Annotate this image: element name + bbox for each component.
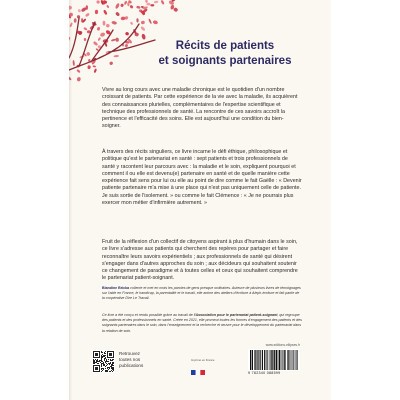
blurb-paragraph-1: Vivre au long cours avec une maladie chronique est le quotidien d'un nombre croissant de patients. Par cette expérience de la vie avec la maladie, ils acquièrent des connaissances plurielles, complémentaires de l'expertise scientifique et technique des professionnels de santé. La rencontre de ces savoirs accroît la pertinence et l'efficacité des soins. Elle est aujourd'hui une condition du bien-soigner. [102,87,298,130]
qr-module [109,364,110,365]
qr-module [107,364,108,365]
isbn-number: 9 782340 088599 [248,371,281,375]
tree-leaf [129,5,133,9]
qr-module [112,364,113,365]
qr-module [112,368,113,369]
qr-module [105,368,106,369]
barcode-bar [297,350,298,370]
qr-module [111,360,112,361]
qr-module [111,365,112,366]
tree-leaf [69,6,72,10]
qr-module [95,367,98,370]
qr-module [110,362,111,363]
tree-leaf [92,65,96,68]
tree-leaf [140,26,146,32]
qr-module [101,357,102,358]
tree-leaf [130,22,134,26]
barcode [248,349,300,371]
barcode-bar [285,350,286,370]
barcode-bar [276,350,277,370]
qr-module [97,363,98,364]
qr-module [112,360,113,361]
barcode-bar [252,350,253,370]
back-cover [69,0,331,400]
qr-module [94,362,95,363]
qr-module [106,371,107,372]
tree-leaf [100,32,106,37]
qr-module [108,361,109,362]
tree-leaf [145,0,147,3]
qr-module [94,361,95,362]
qr-caption-line-2: toutes nos [119,357,141,362]
tree-leaf [146,3,150,6]
qr-module [108,367,109,368]
qr-module [104,360,105,361]
book-title [145,39,305,69]
qr-module [102,357,103,358]
tree-leaf [125,31,130,36]
barcode-bar [288,350,289,370]
qr-module [109,363,110,364]
qr-module [97,360,98,361]
qr-module [97,359,98,360]
qr-module [107,371,108,372]
qr-module [104,355,105,356]
barcode-bar [282,350,283,370]
publisher-website[interactable]: www.editions-ellipses.fr [265,343,300,347]
qr-module [108,363,109,364]
association-note [102,313,302,334]
qr-module [105,355,106,356]
tree-leaf [95,10,98,15]
tree-leaf [120,3,124,7]
barcode-bar [262,350,263,370]
qr-module [110,363,111,364]
tree-leaf [160,0,164,5]
tree-leaf [94,68,98,73]
qr-module [100,360,101,361]
barcode-bar [271,350,272,370]
barcode-bar [281,350,282,370]
qr-module [93,363,94,364]
tree-leaf [106,5,109,9]
qr-module [104,356,105,357]
qr-module [113,370,114,371]
tree-leaf [69,37,71,42]
qr-module [101,369,102,370]
tree-leaf [76,77,81,82]
tree-leaf [154,0,159,3]
qr-module [108,369,109,370]
barcode-bar [257,350,258,370]
qr-module [101,368,102,369]
qr-module [95,362,96,363]
qr-module [106,359,107,360]
qr-module [101,356,102,357]
qr-module [105,357,106,358]
barcode-bar [274,350,275,370]
qr-module [107,368,108,369]
qr-module [105,353,106,354]
tree-leaf [136,18,138,22]
qr-module [107,370,108,371]
qr-module [103,369,104,370]
tree-leaf [69,76,72,81]
qr-module [102,370,103,371]
qr-module [95,353,98,356]
qr-module [110,360,111,361]
qr-module [101,360,102,361]
tree-leaf [83,27,87,31]
qr-module [111,368,112,369]
tree-leaf [152,20,158,25]
tree-leaf [97,27,101,31]
qr-module [103,368,104,369]
barcode-bar [267,350,268,370]
qr-module [109,371,110,372]
qr-module [112,365,113,366]
barcode-bar [284,350,285,370]
qr-module [105,362,106,363]
qr-module [107,367,108,368]
tree-leaf [106,23,111,27]
tree-leaf [111,38,116,41]
qr-module [110,359,111,360]
tree-leaf [141,20,145,24]
qr-module [111,366,112,367]
qr-module [101,371,102,372]
qr-module [112,367,113,368]
qr-module [104,352,105,353]
qr-module [102,363,103,364]
tree-leaf [93,41,99,46]
association-name: l'Association pour le partenariat patient-soignant [193,313,278,317]
qr-module [104,364,105,365]
qr-module [99,361,100,362]
association-note-start: Ce livre a été conçu et rendu possible grâce au travail de [102,313,194,317]
barcode-bar [269,350,270,370]
tree-leaf [96,0,100,4]
qr-module [111,364,112,365]
qr-module [112,359,113,360]
qr-module [112,362,113,363]
qr-code[interactable] [92,350,115,373]
qr-module [98,361,99,362]
title-line-1: Récits de patients [175,40,275,52]
qr-module [106,363,107,364]
qr-caption-line-3: publications [119,363,144,368]
tree-leaf [124,1,128,6]
qr-module [101,355,102,356]
qr-module [101,365,102,366]
tree-leaf [84,38,87,41]
qr-module [103,364,104,365]
qr-caption-line-1: Retrouvez [119,351,140,356]
qr-module [110,366,111,367]
qr-module [109,368,110,369]
barcode-block [248,343,300,375]
qr-module [103,365,104,366]
tree-leaf [69,22,73,27]
qr-module [95,359,96,360]
qr-module [111,370,112,371]
tree-leaf [103,21,106,26]
blurb-paragraph-2: À travers des récits singuliers, ce livre incarne le défi éthique, philosophique et politique qu'est le partenariat en santé : sept patients et trois professionnels de santé y racontent leur parcours avec : la maladie et le soin, expliquent pourquoi et comment il ou elle est devenu(e) partenaire en santé et de quelle manière cette expérience fait sens pour lui ou elle au point de dire comme le fait Gaëlle : « Devenir patiente partenaire m'a mise à une place qui n'est pas uniquement celle de patiente. Je suis sortie de l'isolement. » ou comme le fait Clémence : « Je ne pourrais plus exercer mon métier d'infirmière autrement. » [102,149,302,206]
qr-module [103,355,104,356]
qr-module [102,356,103,357]
tree-leaf [136,5,141,9]
qr-module [101,366,102,367]
tree-leaf [124,43,128,47]
qr-module [101,364,102,365]
qr-module [107,361,108,362]
qr-module [109,367,110,368]
tree-leaf [87,65,91,69]
qr-module [113,365,114,366]
qr-module [112,371,113,372]
qr-module [102,368,103,369]
tree-leaf [77,9,81,13]
barcode-bar [278,350,279,370]
qr-module [93,362,94,363]
qr-module [98,363,99,364]
tree-leaf [115,11,120,16]
qr-module [113,359,114,360]
qr-module [100,362,101,363]
printed-label: Imprimé en France [191,358,215,362]
french-flag-icon [191,370,205,375]
qr-module [102,352,103,353]
qr-module [94,360,95,361]
author-bio [102,286,302,302]
tree-leaf [150,4,154,6]
qr-module [113,367,114,368]
tree-leaf [76,69,80,73]
qr-module [103,363,104,364]
tree-leaf [74,18,77,23]
barcode-bar [264,350,265,370]
qr-module [96,360,97,361]
tree-leaf [72,60,75,66]
qr-module [113,369,114,370]
barcode-bar [266,350,267,370]
qr-module [96,361,97,362]
qr-module [105,351,106,352]
qr-module [101,363,102,364]
barcode-bar [260,350,261,370]
qr-module [106,360,107,361]
tree-leaf [115,3,120,10]
qr-module [101,351,102,352]
qr-module [106,365,107,366]
qr-module [103,356,104,357]
qr-module [97,361,98,362]
tree-leaf [115,37,119,42]
qr-module [99,360,100,361]
barcode-bar [295,350,296,370]
barcode-bar [272,350,273,370]
qr-module [113,368,114,369]
qr-module [110,371,111,372]
qr-module [102,354,103,355]
qr-module [105,371,106,372]
author-bio-text: collecte et met en mots les paroles de gens presque ordinaires. Auteure de plusieurs livres de témoignages sur l'aide en France, le handicap, la parentalité et le travail, elle anime des ateliers d'écriture à Aleph-écriture et fait partie de la coopérative Dire Le Travail. [102,286,301,301]
qr-module [93,361,94,362]
tree-leaf [114,55,119,58]
qr-module [93,359,94,360]
qr-module [106,370,107,371]
qr-module [93,360,94,361]
qr-module [105,370,106,371]
barcode-bar [250,350,251,370]
tree-leaf [103,9,108,15]
qr-module [104,353,105,354]
qr-module [103,362,104,363]
tree-leaf [85,13,90,18]
qr-module [104,359,105,360]
qr-module [101,359,102,360]
barcode-bar [287,350,288,370]
tree-leaf [148,18,152,24]
qr-module [112,363,113,364]
qr-module [101,352,102,353]
author-name: Blandine Bricka [102,286,130,290]
qr-module [113,362,114,363]
tree-leaf [111,21,117,25]
qr-module [101,358,102,359]
qr-caption [119,351,174,369]
qr-module [105,358,106,359]
qr-module [106,361,107,362]
barcode-bar [254,350,255,370]
qr-module [105,366,106,367]
association-note-end: , qui regroupe des patients et des professionnels en santé. Créée en 2021, elle promeut toutes les formes d'engagement des patients et des soignants partenaires dans le soin, dans l'enseignement et la recherche et œuvre pour le développement du partenariat dans la relation de soin. [102,313,302,333]
qr-module [96,362,97,363]
qr-module [109,353,112,356]
barcode-bar [292,350,293,370]
qr-module [112,369,113,370]
qr-module [108,359,109,360]
qr-module [113,363,114,364]
printed-in-france [191,358,241,380]
barcode-bar [258,350,259,370]
qr-module [104,365,105,366]
qr-module [102,361,103,362]
barcode-bar [279,350,280,370]
barcode-bar [291,350,292,370]
qr-module [94,363,95,364]
tree-leaf [109,61,113,65]
barcode-bar [293,350,294,370]
tree-leaf [97,37,101,41]
qr-module [111,367,112,368]
barcode-bar [296,350,297,370]
blurb-paragraph-3: Fruit de la réflexion d'un collectif de citoyens aspirant à plus d'humain dans le soin, ce livre s'adresse aux patients qui cherchent des repères pour partager et faire reconnaître leurs savoirs expérientiels ; aux professionnels de santé qui désirent s'engager dans d'autres approches du soin ; aux décideurs qui souhaitent soutenir ce changement de paradigme et à toutes celles et ceux qui souhaitent comprendre le partenariat patient-soignant. [102,239,298,282]
qr-module [105,361,106,362]
barcode-bar [255,350,256,370]
qr-module [101,361,102,362]
title-line-2: et soignants partenaires [158,55,292,67]
qr-module [104,358,105,359]
